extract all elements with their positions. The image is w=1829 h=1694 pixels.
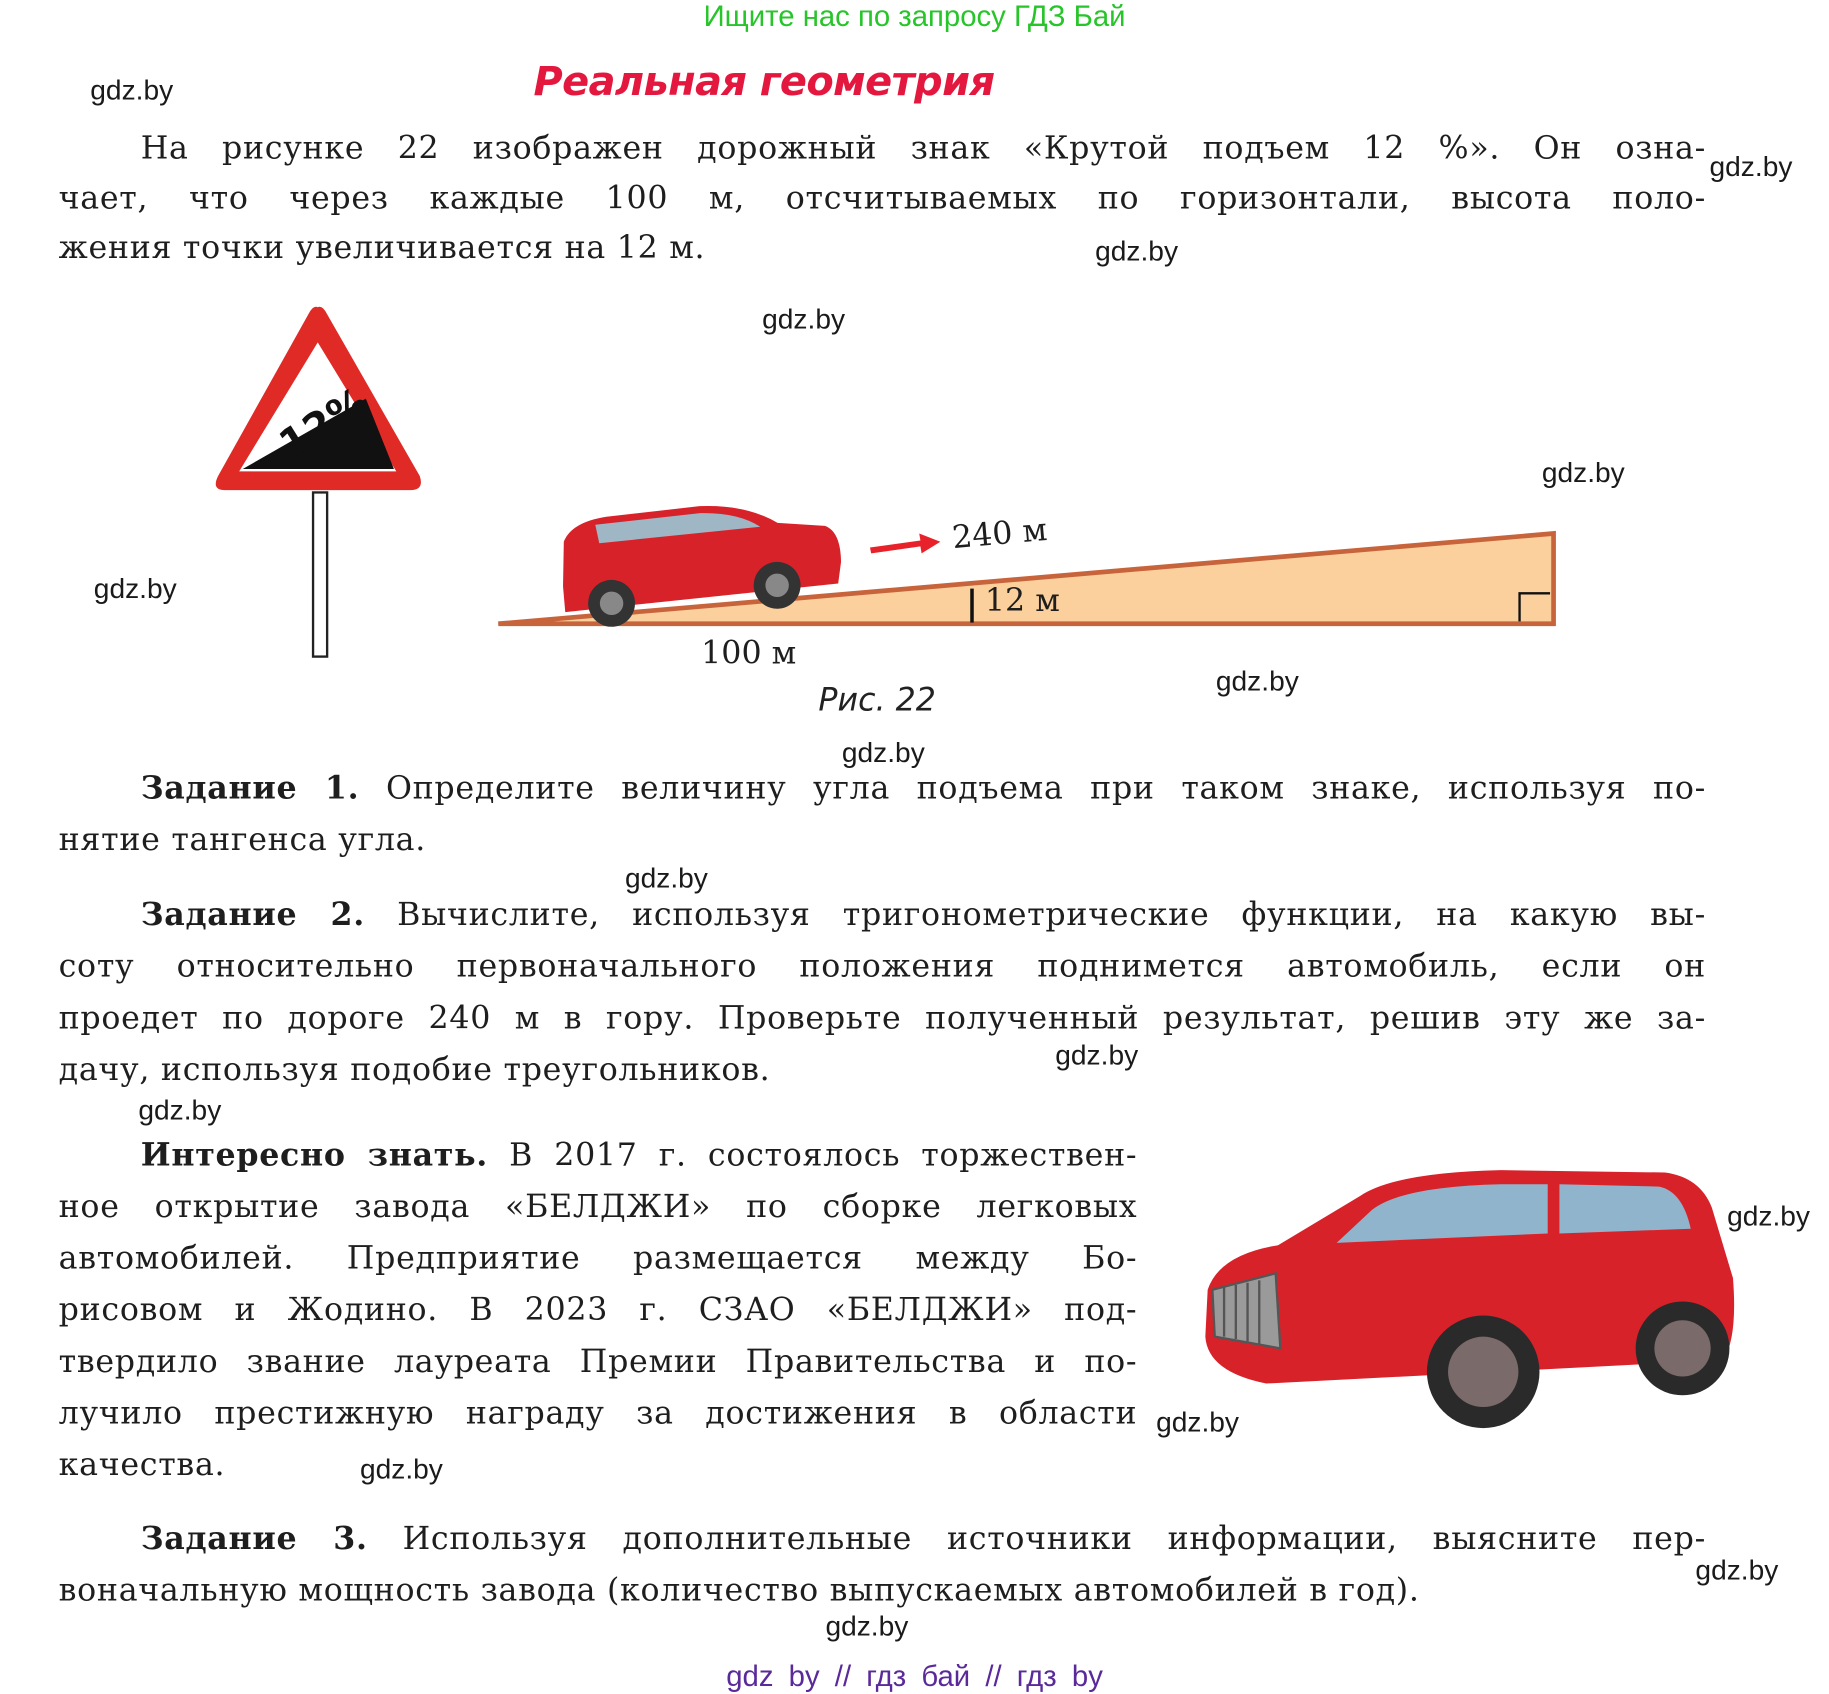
line-text: воначальную мощность завода (количество выпускаемых автомобилей в год).	[58, 1572, 1420, 1609]
line-text: твердило звание лауреата Премии Правительства и по-	[58, 1343, 1138, 1381]
line-text: рисовом и Жодино. В 2023 г. СЗАО «БЕЛДЖИ» под-	[58, 1292, 1138, 1329]
figure-caption: Рис. 22	[818, 682, 936, 719]
intro-paragraph	[59, 124, 1706, 273]
watermark: gdz.by	[359, 1453, 443, 1486]
footer-links[interactable]: gdz by // гдз бай // гдз by	[726, 1660, 1103, 1694]
watermark: gdz.by	[1695, 1554, 1779, 1587]
interesting-fact	[59, 1130, 1138, 1491]
text-line	[59, 1388, 1138, 1440]
paragraph-lead: Интересно знать.	[140, 1137, 489, 1174]
line-text: ное открытие завода «БЕЛДЖИ» по сборке легковых	[58, 1188, 1138, 1226]
text-line	[59, 1233, 1138, 1285]
text-line	[59, 224, 1706, 274]
text-line	[59, 1514, 1706, 1566]
line-text: соту относительно первоначального положения поднимется автомобиль, если он	[58, 948, 1706, 985]
line-text: качества.	[58, 1446, 226, 1484]
text-line	[59, 1285, 1138, 1337]
text-line	[59, 890, 1706, 942]
arrow-icon	[870, 533, 940, 553]
text-line	[59, 1045, 1706, 1097]
watermark: gdz.by	[1095, 235, 1179, 268]
text-line	[59, 815, 1706, 867]
watermark: gdz.by	[1709, 151, 1793, 183]
watermark: gdz.by	[1215, 665, 1299, 698]
watermark: gdz.by	[93, 573, 177, 606]
text-line	[59, 1565, 1706, 1617]
task-1	[59, 763, 1706, 866]
text-line	[59, 174, 1706, 224]
watermark: gdz.by	[1055, 1040, 1139, 1072]
belgee-car-photo	[1196, 1161, 1747, 1442]
height-label: 12 м	[984, 582, 1060, 620]
text-line	[59, 124, 1706, 174]
line-text: Вычислите, используя тригонометрические функции, на какую вы-	[364, 896, 1706, 934]
text-line	[59, 1130, 1138, 1182]
line-text: лучило престижную награду за достижения в области	[58, 1395, 1138, 1432]
watermark: gdz.by	[762, 303, 846, 336]
line-text: В 2017 г. состоялось торжествен-	[488, 1137, 1138, 1174]
search-banner[interactable]: Ищите нас по запросу ГДЗ Бай	[703, 0, 1126, 33]
watermark: gdz.by	[90, 75, 174, 107]
text-line	[59, 763, 1706, 815]
horizontal-label: 100 м	[701, 635, 797, 672]
watermark: gdz.by	[1727, 1200, 1811, 1233]
sign-pole	[313, 492, 327, 656]
text-line	[59, 1337, 1138, 1389]
line-text: дачу, используя подобие треугольников.	[58, 1051, 771, 1089]
line-text: нятие тангенса угла.	[58, 821, 427, 859]
watermark: gdz.by	[825, 1611, 909, 1643]
text-line	[59, 993, 1706, 1045]
line-text: На рисунке 22 изображен дорожный знак «Крутой подъем 12 %». Он озна-	[140, 130, 1706, 167]
paragraph-lead: Задание 1.	[140, 770, 360, 807]
distance-label: 240 м	[950, 511, 1049, 557]
section-title: Реальная геометрия	[533, 58, 995, 106]
text-line	[59, 1440, 1138, 1492]
watermark: gdz.by	[1156, 1407, 1240, 1439]
text-line	[59, 1182, 1138, 1234]
paragraph-lead: Задание 3.	[140, 1520, 368, 1558]
line-text: проедет по дороге 240 м в гору. Проверьте полученный результат, решив эту же за-	[58, 1000, 1706, 1037]
watermark: gdz.by	[841, 737, 925, 770]
watermark: gdz.by	[1541, 457, 1625, 489]
line-text: чает, что через каждые 100 м, отсчитываемых по горизонтали, высота поло-	[58, 179, 1706, 217]
watermark: gdz.by	[624, 862, 708, 895]
line-text: Используя дополнительные источники информации, выясните пер-	[367, 1520, 1706, 1558]
task-2	[59, 890, 1706, 1096]
watermark: gdz.by	[138, 1095, 222, 1127]
line-text: Определите величину угла подъема при таком знаке, используя по-	[359, 770, 1706, 807]
steep-climb-sign	[216, 307, 421, 657]
text-line	[59, 942, 1706, 994]
paragraph-lead: Задание 2.	[140, 896, 365, 934]
line-text: жения точки увеличивается на 12 м.	[58, 229, 706, 267]
sign-text: 12%	[271, 378, 377, 469]
line-text: автомобилей. Предприятие размещается между Бо-	[58, 1240, 1138, 1277]
task-3	[59, 1514, 1706, 1617]
